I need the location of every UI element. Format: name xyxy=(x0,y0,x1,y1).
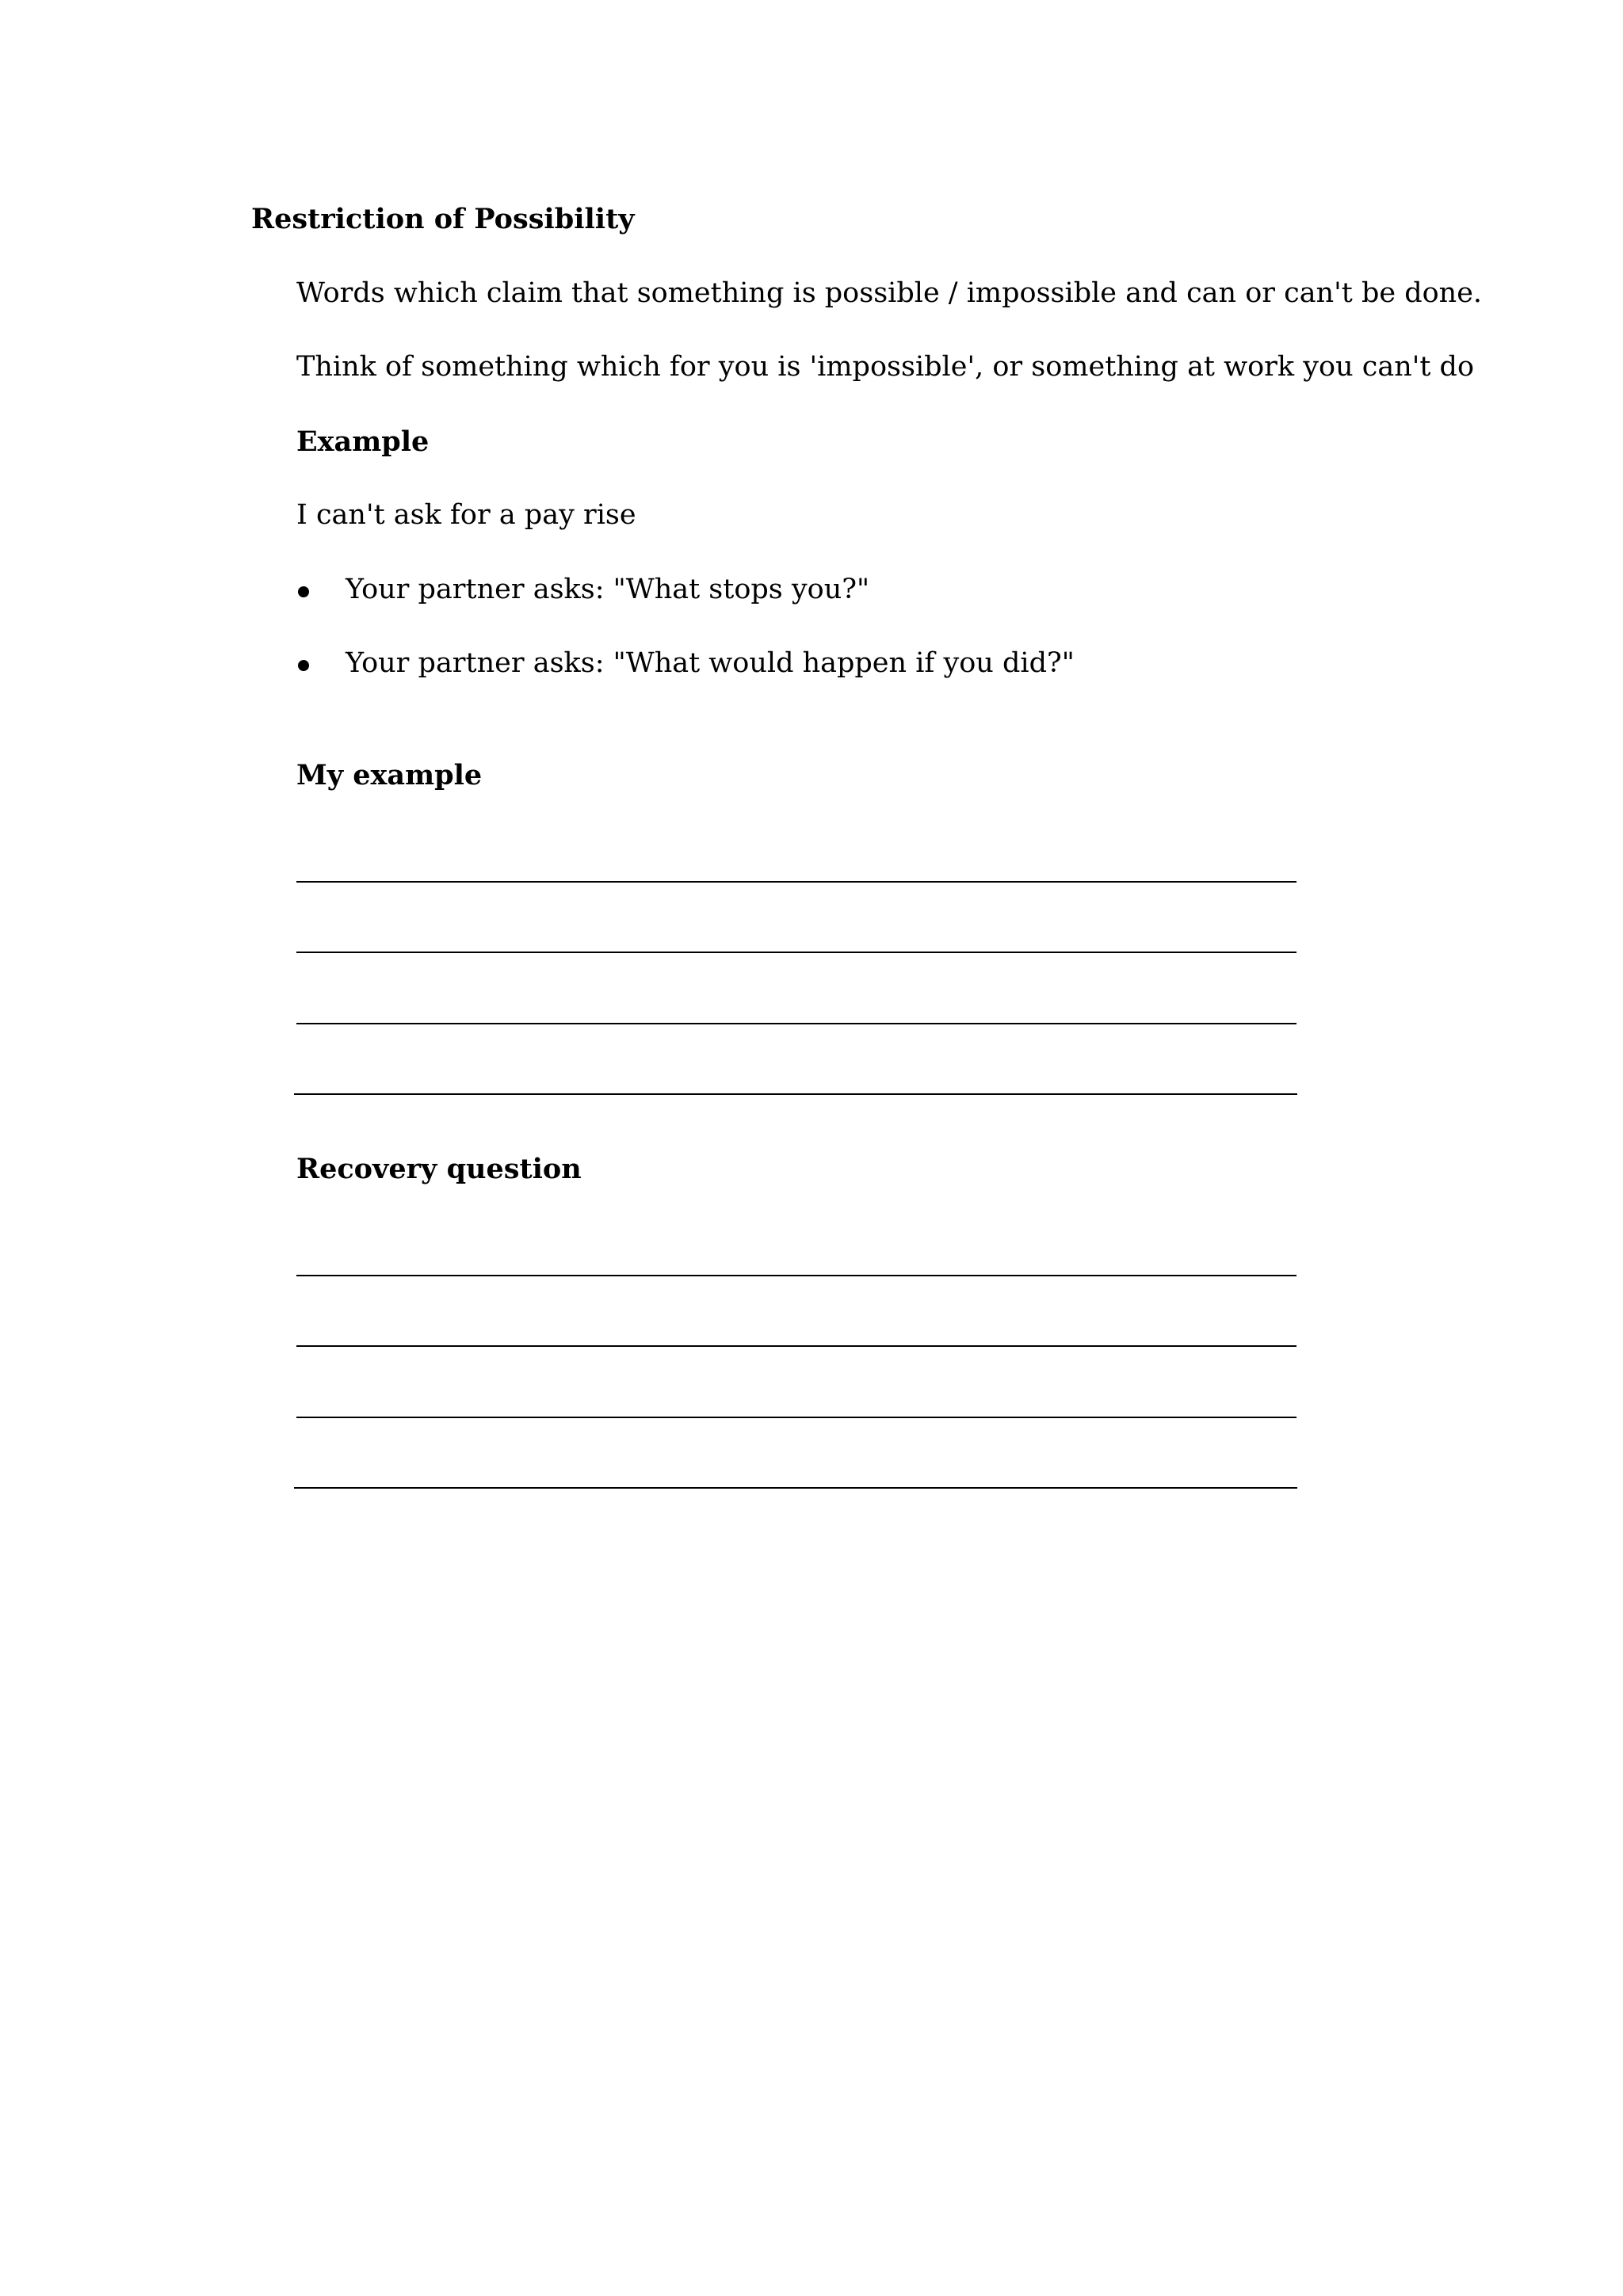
example-heading: Example xyxy=(296,425,430,458)
recovery-question-heading: Recovery question xyxy=(296,1153,582,1185)
answer-line[interactable] xyxy=(296,1345,1296,1347)
my-example-heading: My example xyxy=(296,759,483,791)
bullet-text: Your partner asks: "What would happen if you did?" xyxy=(346,647,1075,679)
answer-line[interactable] xyxy=(296,952,1296,953)
answer-line[interactable] xyxy=(296,1023,1296,1024)
answer-line[interactable] xyxy=(294,1487,1297,1489)
bullet-icon xyxy=(298,586,309,597)
answer-line[interactable] xyxy=(296,1275,1296,1276)
answer-line[interactable] xyxy=(296,1417,1296,1418)
example-text: I can't ask for a pay rise xyxy=(296,499,636,531)
bullet-icon xyxy=(298,660,309,671)
document-title: Restriction of Possibility xyxy=(251,203,635,235)
bullet-text: Your partner asks: "What stops you?" xyxy=(346,574,870,605)
intro-paragraph: Words which claim that something is possible / impossible and can or can't be done. xyxy=(296,277,1483,309)
answer-line[interactable] xyxy=(296,881,1296,883)
prompt-paragraph: Think of something which for you is 'impossible', or something at work you can't do xyxy=(296,351,1475,383)
answer-line[interactable] xyxy=(294,1093,1297,1095)
